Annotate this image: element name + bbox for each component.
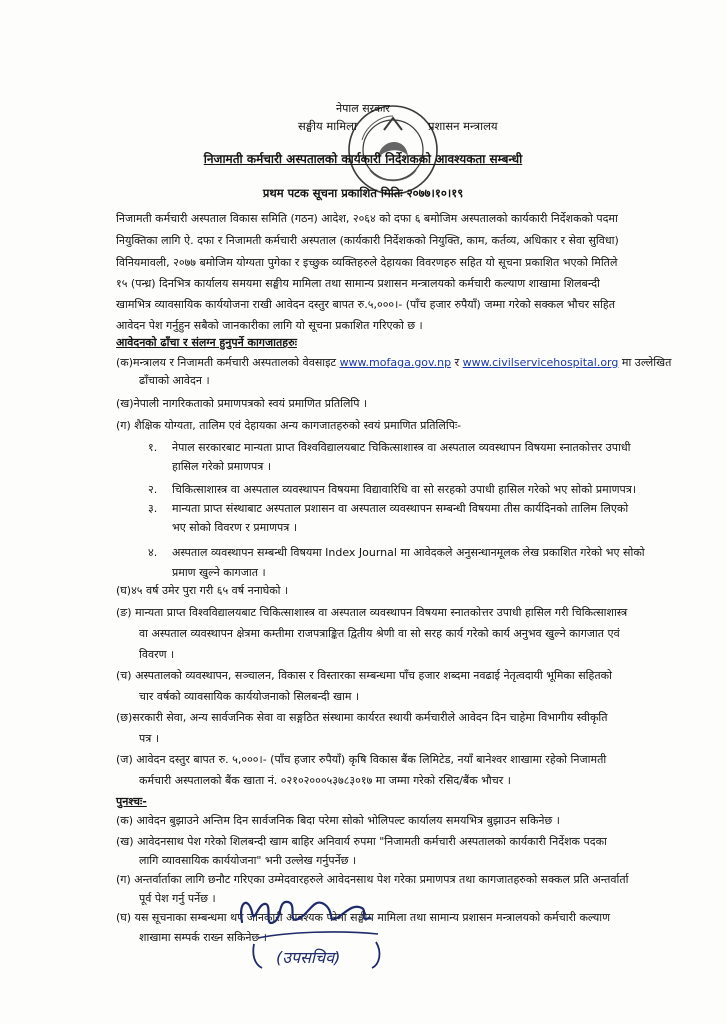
intro-line: १५ (पन्ध्र) दिनभित्र कार्यालय समयमा सङ्घीय मामिला तथा सामान्य प्रशासन मन्त्रालयको कर्मचारी कल्याण शाखामा शिलबन्दी xyxy=(116,277,600,290)
note-line: (ग) अन्तर्वार्ताका लागि छनौट गरिएका उम्मेदवारहरुले आवेदनसाथ पेश गरेका प्रमाणपत्र तथा कागजातहरुको सक्कल प्रति अन्तर्वार्ता xyxy=(116,873,629,886)
intro-line: खामभित्र व्यावसायिक कार्ययोजना राखी आवेदन दस्तुर बापत रु.५,०००।- (पाँच हजार रुपैयाँ) जम्मा गरेको सक्कल भौचर सहित xyxy=(116,298,615,311)
item-ka-text: (क)मन्त्रालय र निजामती कर्मचारी अस्पतालको वेवसाइट xyxy=(116,356,337,369)
civilservicehospital-link[interactable]: www.civilservicehospital.org xyxy=(462,356,619,369)
item-nga-line: (ङ) मान्यता प्राप्त विश्वविद्यालयबाट चिकित्साशास्त्र वा अस्पताल व्यवस्थापन विषयमा स्नातकोत्तर उपाधी हासिल गरी चिकित्साशास्त्र xyxy=(116,606,628,619)
item-cha-line: चार वर्षको व्यावसायिक कार्ययोजनाको सिलबन्दी खाम । xyxy=(139,690,360,703)
sub-item-number: १. xyxy=(148,441,158,454)
ministry-name-left: सङ्घीय मामिला xyxy=(298,119,357,133)
note-line: (क) आवेदन बुझाउने अन्तिम दिन सार्वजनिक बिदा परेमा सोको भोलिपल्ट कार्यालय समयभित्र बुझाउन सकिनेछ । xyxy=(116,814,560,827)
item-ka xyxy=(116,356,671,370)
signature-designation: (उपसचिव) xyxy=(276,948,341,967)
ministry-name-right: प्रशासन मन्त्रालय xyxy=(428,119,498,133)
sub-item-line: प्रमाण खुल्ने कागजात । xyxy=(172,566,266,579)
item-gha: (घ)४५ वर्ष उमेर पुरा गरी ६५ वर्ष ननाघेको । xyxy=(116,584,289,597)
item-ga: (ग) शैक्षिक योग्यता, तालिम एवं देहायका अन्य कागजातहरुको स्वयं प्रमाणित प्रतिलिपिः- xyxy=(116,419,462,432)
first-notice-date: प्रथम पटक सूचना प्रकाशित मितिः २०७७।१०।१९ xyxy=(262,186,464,200)
intro-line: निजामती कर्मचारी अस्पताल विकास समिति (गठन) आदेश, २०६४ को दफा ६ बमोजिम अस्पतालको कार्यकारी निर्देशकको पदमा xyxy=(116,212,618,225)
note-line: शाखामा सम्पर्क राख्न सकिनेछ । xyxy=(139,931,267,944)
item-nga-line: विवरण । xyxy=(139,648,175,661)
item-ja-line: कर्मचारी अस्पतालको बैंक खाता नं. ०२१०२०००५३७८३०१७ मा जम्मा गरेको रसिद/बैंक भौचर । xyxy=(139,774,511,787)
notice-subject: निजामती कर्मचारी अस्पतालको कार्यकारी निर्देशकको आवश्यकता सम्बन्धी xyxy=(203,152,523,166)
sub-item-line: मान्यता प्राप्त संस्थाबाट अस्पताल प्रशासन वा अस्पताल व्यवस्थापन सम्बन्धी विषयमा तीस कार्यदिनको तालिम लिएको xyxy=(172,502,629,515)
item-cha-line: (च) अस्पतालको व्यवस्थापन, सञ्चालन, विकास र विस्तारका सम्बन्धमा पाँच हजार शब्दमा नवढाई नेतृत्वदायी भूमिका सहितको xyxy=(116,669,612,682)
sub-item-line: अस्पताल व्यवस्थापन सम्बन्धी विषयमा Index Journal मा आवेदकले अनुसन्धानमूलक लेख प्रकाशित गरेको भए सोको xyxy=(172,546,645,559)
sub-item-line: चिकित्साशास्त्र वा अस्पताल व्यवस्थापन विषयमा विद्यावारिधि वा सो सरहको उपाधी हासिल गरेको भए सोको प्रमाणपत्र। xyxy=(172,483,637,496)
item-ka-text-end: मा उल्लेखित xyxy=(621,356,672,369)
notes-heading: पुनश्चः- xyxy=(116,795,147,808)
note-line: (ख) आवेदनसाथ पेश गरेको शिलबन्दी खाम बाहिर अनिवार्य रुपमा "निजामती कर्मचारी अस्पतालको कार्यकारी निर्देशक पदका xyxy=(116,835,607,848)
note-line: पूर्व पेश गर्नु पर्नेछ । xyxy=(139,892,216,905)
item-ja-line: (ज) आवेदन दस्तुर बापत रु. ५,०००।- (पाँच हजार रुपैयाँ) कृषि विकास बैंक लिमिटेड, नयाँ बानेश्वर शाखामा रहेको निजामती xyxy=(116,753,607,766)
item-ka-line2: ढाँचाको आवेदन । xyxy=(139,374,210,387)
intro-line: नियुक्तिका लागि ऐ. दफा र निजामती कर्मचारी अस्पताल (कार्यकारी निर्देशकको नियुक्ति, काम, कर्तव्य, अधिकार र सेवा सुविधा) xyxy=(116,234,619,247)
mofaga-link[interactable]: www.mofaga.gov.np xyxy=(339,356,452,369)
sub-item-number: ४. xyxy=(148,546,158,559)
item-nga-line: वा अस्पताल व्यवस्थापन क्षेत्रमा कम्तीमा राजपत्राङ्कित द्वितीय श्रेणी वा सो सरह कार्य गरेको कार्य अनुभव खुल्ने कागजात एवं xyxy=(139,627,620,640)
note-line: (घ) यस सूचनाका सम्बन्धमा थप जानकारी आवश्यक परेमा सङ्घीय मामिला तथा सामान्य प्रशासन मन्त्रालयको कर्मचारी कल्याण xyxy=(116,911,611,924)
gov-name: नेपाल सरकार xyxy=(336,102,390,115)
sub-item-number: २. xyxy=(148,483,158,496)
documents-heading: आवेदनको ढाँचा र संलग्न हुनुपर्ने कागजातहरुः xyxy=(116,336,297,349)
note-line: लागि व्यावसायिक कार्ययोजना" भनी उल्लेख गर्नुपर्नेछ । xyxy=(139,854,357,867)
item-chha-line: (छ)सरकारी सेवा, अन्य सार्वजनिक सेवा वा सङ्गठित संस्थामा कार्यरत स्थायी कर्मचारीले आवेदन दिन चाहेमा विभागीय स्वीकृति xyxy=(116,711,608,724)
sub-item-number: ३. xyxy=(148,502,158,515)
sub-item-line: नेपाल सरकारबाट मान्यता प्राप्त विश्वविद्यालयबाट चिकित्साशास्त्र वा अस्पताल व्यवस्थापन विषयमा स्नातकोत्तर उपाधी xyxy=(172,441,631,454)
sub-item-line: भए सोको विवरण र प्रमाणपत्र । xyxy=(172,521,298,534)
intro-line: विनियमावली, २०७७ बमोजिम योग्यता पुगेका र इच्छुक व्यक्तिहरुले देहायका विवरणहरु सहित यो सूचना प्रकाशित भएको मितिले xyxy=(116,256,618,269)
item-kha: (ख)नेपाली नागरिकताको प्रमाणपत्रको स्वयं प्रमाणित प्रतिलिपि । xyxy=(116,397,368,410)
item-chha-line: पत्र । xyxy=(139,732,159,745)
item-ka-conjunction: र xyxy=(454,356,460,369)
sub-item-line: हासिल गरेको प्रमाणपत्र । xyxy=(172,460,272,473)
intro-line: आवेदन पेश गर्नुहुन सबैको जानकारीका लागि यो सूचना प्रकाशित गरिएको छ । xyxy=(116,319,423,332)
